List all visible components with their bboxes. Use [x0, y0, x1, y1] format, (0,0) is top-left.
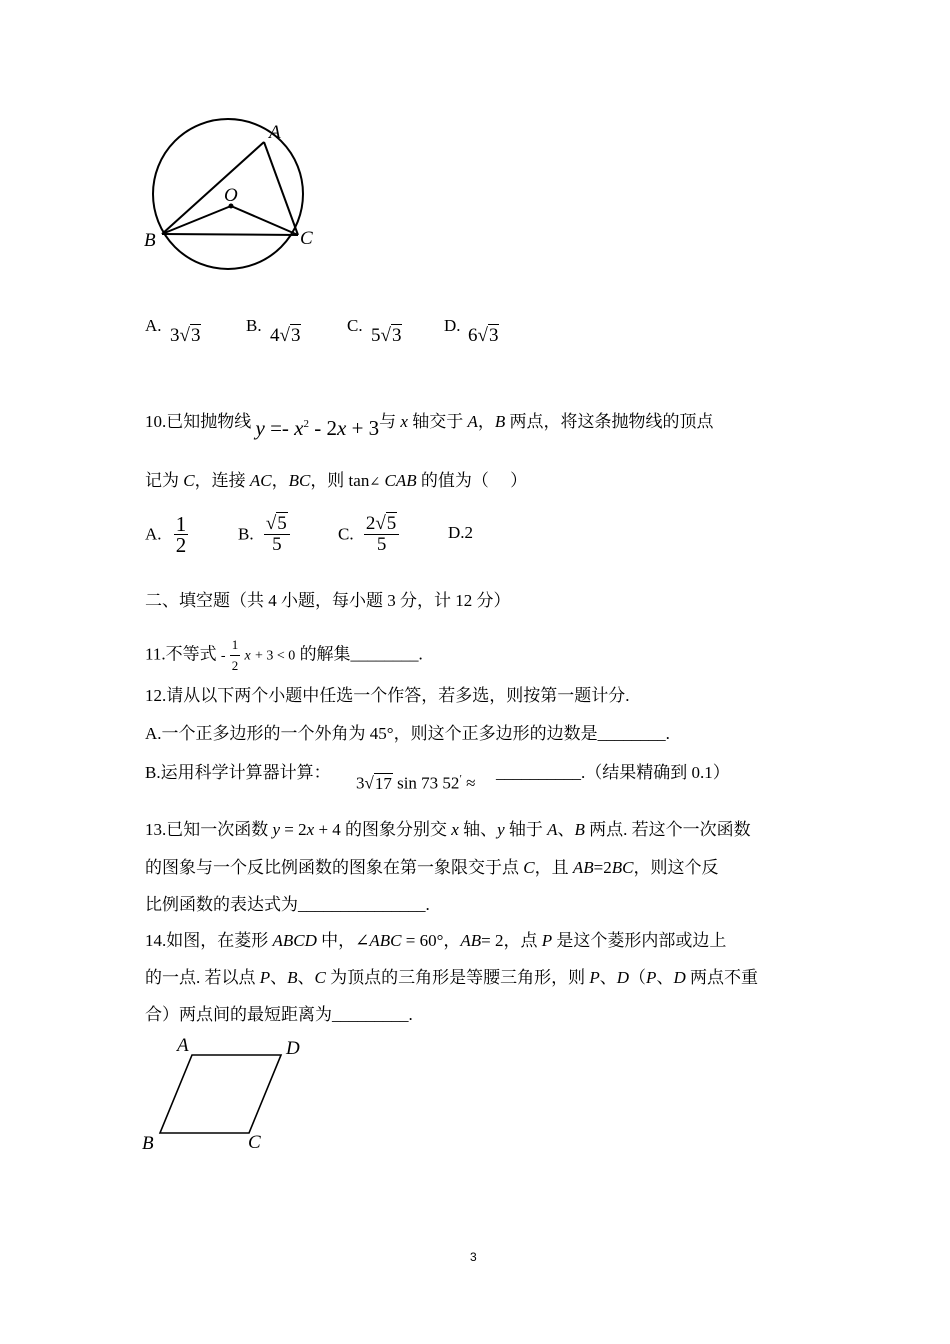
text: 的一点. 若以点 [145, 968, 256, 987]
segment-ab-label: AB [572, 858, 594, 877]
segment-ab [162, 142, 264, 234]
point-p: P [259, 968, 271, 987]
text: 两点，将这条抛物线的顶点 [509, 412, 714, 431]
label-a: A [177, 1035, 189, 1056]
point-p: P [646, 968, 657, 987]
text: 、 [599, 968, 617, 987]
q9-option-a-value [170, 326, 201, 346]
var-x: x [294, 416, 304, 440]
option-label: A. [145, 524, 162, 544]
fraction [174, 514, 189, 555]
option-label: C. [347, 316, 363, 335]
point-c: C [183, 471, 195, 490]
sqrt-icon: √ [279, 325, 290, 346]
text: 轴于 [508, 820, 543, 839]
text: ， [271, 471, 289, 490]
point-b: B [287, 968, 298, 987]
coef: 4 [270, 325, 280, 346]
label-d: D [286, 1038, 300, 1059]
exponent: 2 [303, 418, 309, 430]
var-y: y [255, 416, 265, 440]
text: 轴、 [463, 820, 498, 839]
q12-line-a: A.一个正多边形的一个外角为 45°，则这个正多边形的边数是________. [145, 724, 670, 743]
text: = 60°， [405, 931, 461, 950]
text: 的值为（ ） [420, 471, 528, 490]
radicand: 3 [290, 325, 301, 346]
text: ，连接 [194, 471, 246, 490]
q10-option-b [238, 514, 290, 555]
coef: 2 [365, 513, 376, 534]
label-o: O [224, 185, 238, 206]
denominator: 2 [231, 658, 239, 673]
text: 11.不等式 [145, 644, 217, 664]
text: 两点. 若这个一次函数 [589, 820, 751, 839]
coef: 2 [326, 416, 337, 440]
sqrt-icon: √ [375, 513, 386, 534]
denominator: 5 [272, 534, 282, 555]
text: 两点不重 [689, 968, 758, 987]
radicand: 5 [277, 513, 287, 534]
point-b: B [494, 412, 506, 431]
coef: 5 [371, 325, 381, 346]
radicand: 17 [374, 773, 392, 793]
sqrt-icon: √ [477, 325, 488, 346]
text: 、 [297, 968, 315, 987]
text: B.运用科学计算器计算： [145, 763, 331, 782]
q12-line-b-tail [496, 763, 730, 783]
label-c: C [248, 1132, 261, 1153]
q13-line3: 比例函数的表达式为_______________. [145, 895, 430, 914]
text: 14.如图，在菱形 [145, 931, 269, 950]
q10-line1 [145, 412, 714, 438]
text: 、 [656, 968, 674, 987]
label-b: B [144, 230, 156, 251]
sqrt-icon: √ [179, 325, 190, 346]
denominator: 2 [175, 533, 187, 557]
plus-three: + 3 [351, 416, 380, 440]
text: 是这个菱形内部或边上 [556, 931, 727, 950]
text: 13.已知一次函数 [145, 820, 269, 839]
text: ，则 tan [310, 471, 370, 490]
q14-line3: 合）两点间的最短距离为_________. [145, 1005, 413, 1024]
q14-line1 [145, 931, 726, 951]
rhombus-abcd: ABCD [272, 931, 317, 950]
text: ，且 [534, 858, 569, 877]
q11 [145, 635, 423, 676]
point-d: D [616, 968, 630, 987]
text: =2 [593, 858, 612, 877]
angle-abc: ABC [369, 931, 402, 950]
point-a: A [467, 412, 478, 431]
text: 、 [270, 968, 288, 987]
label-b: B [142, 1133, 154, 1154]
point-p: P [541, 931, 553, 950]
angle-cab: CAB [384, 471, 417, 490]
q9-option-d-value [468, 326, 499, 346]
sqrt-icon: √ [380, 325, 391, 346]
q10-option-d [448, 523, 473, 543]
q13-line1 [145, 820, 751, 840]
option-label: A. [145, 316, 162, 335]
q9-option-b-value [270, 326, 301, 346]
option-label: B. [246, 316, 262, 335]
segment-ob [162, 206, 231, 234]
q9-option-d [444, 316, 461, 336]
radicand: 3 [391, 325, 402, 346]
sqrt-icon: √ [265, 513, 277, 534]
text: = 2 [284, 820, 307, 839]
coef: 6 [468, 325, 478, 346]
q12-line-b-formula [356, 773, 475, 794]
sin-expression: sin 73 52 [397, 773, 460, 793]
page-number: 3 [470, 1250, 477, 1264]
circle-triangle-figure [130, 110, 330, 290]
numerator: 1 [230, 635, 241, 656]
q13-line2 [145, 858, 718, 878]
text: 为顶点的三角形是等腰三角形，则 [330, 968, 586, 987]
point-p: P [589, 968, 600, 987]
option-label: B. [238, 524, 254, 544]
var-x: x [306, 820, 315, 839]
eq: = [270, 416, 282, 440]
var-x: x [451, 820, 459, 839]
text: = 2，点 [481, 931, 538, 950]
point-d: D [673, 968, 686, 987]
q10-option-a [145, 514, 188, 555]
prime: ′ [459, 773, 462, 785]
numerator [364, 514, 399, 535]
fraction [364, 514, 399, 555]
numerator [264, 514, 290, 535]
q9-option-b [246, 316, 262, 336]
text: 的解集________. [299, 644, 423, 664]
label-a: A [269, 122, 281, 143]
minus: - [220, 648, 226, 664]
text: 与 [379, 412, 397, 431]
rhombus-abcd-shape [160, 1055, 281, 1133]
text: 的图象与一个反比例函数的图象在第一象限交于点 [145, 858, 519, 877]
inequality-rest: + 3 < 0 [255, 648, 296, 664]
numerator: 1 [175, 512, 187, 536]
var-y: y [497, 820, 505, 839]
point-a: A [547, 820, 558, 839]
radicand: 3 [488, 325, 499, 346]
q9-option-c-value [371, 326, 402, 346]
denominator: 5 [376, 534, 387, 555]
option-label: D.2 [448, 523, 474, 542]
point-c: C [523, 858, 535, 877]
fraction [264, 514, 290, 555]
q12-line-b [145, 763, 331, 783]
angle-icon: ∠ [355, 931, 370, 950]
q9-option-c [347, 316, 363, 336]
fraction [230, 635, 241, 676]
text: ， [477, 412, 495, 431]
text: 轴交于 [412, 412, 464, 431]
text: .（结果精确到 0.1） [581, 763, 730, 782]
segment-ac-label: AC [249, 471, 272, 490]
segment-bc-label: BC [611, 858, 634, 877]
q10-prefix: 10.已知抛物线 [145, 412, 252, 431]
text: ，则这个反 [633, 858, 719, 877]
q9-option-a [145, 316, 162, 336]
radicand: 5 [386, 513, 397, 534]
option-label: C. [338, 524, 354, 544]
var-x: x [337, 416, 347, 440]
text: 记为 [145, 471, 179, 490]
answer-blank: __________ [496, 763, 581, 782]
q14-line2 [145, 968, 758, 988]
point-b: B [574, 820, 585, 839]
q10-option-c [338, 514, 399, 555]
q10-line2 [145, 471, 527, 492]
option-label: D. [444, 316, 461, 335]
approx: ≈ [466, 773, 476, 793]
section-2-heading: 二、填空题（共 4 小题，每小题 3 分，计 12 分） [145, 591, 511, 610]
point-c: C [314, 968, 326, 987]
var-y: y [272, 820, 281, 839]
text: 中， [321, 931, 356, 950]
radicand: 3 [190, 325, 201, 346]
rhombus-figure [138, 1032, 318, 1157]
coef: 3 [356, 773, 365, 793]
var-x: x [244, 648, 251, 664]
text: （ [629, 968, 647, 987]
label-c: C [300, 228, 313, 249]
text: 、 [557, 820, 575, 839]
segment-bc [162, 234, 298, 235]
sqrt-icon: √ [364, 773, 374, 793]
var-x: x [400, 412, 408, 431]
q12-line1: 12.请从以下两个小题中任选一个作答，若多选，则按第一题计分. [145, 686, 630, 705]
coef: 3 [170, 325, 180, 346]
angle-icon: ∠ [369, 474, 381, 489]
text: + 4 的图象分别交 [318, 820, 448, 839]
q10-formula [256, 414, 380, 438]
segment-bc-label: BC [288, 471, 311, 490]
minus: - [314, 416, 322, 440]
minus: - [281, 416, 289, 440]
segment-ab-label: AB [460, 931, 482, 950]
